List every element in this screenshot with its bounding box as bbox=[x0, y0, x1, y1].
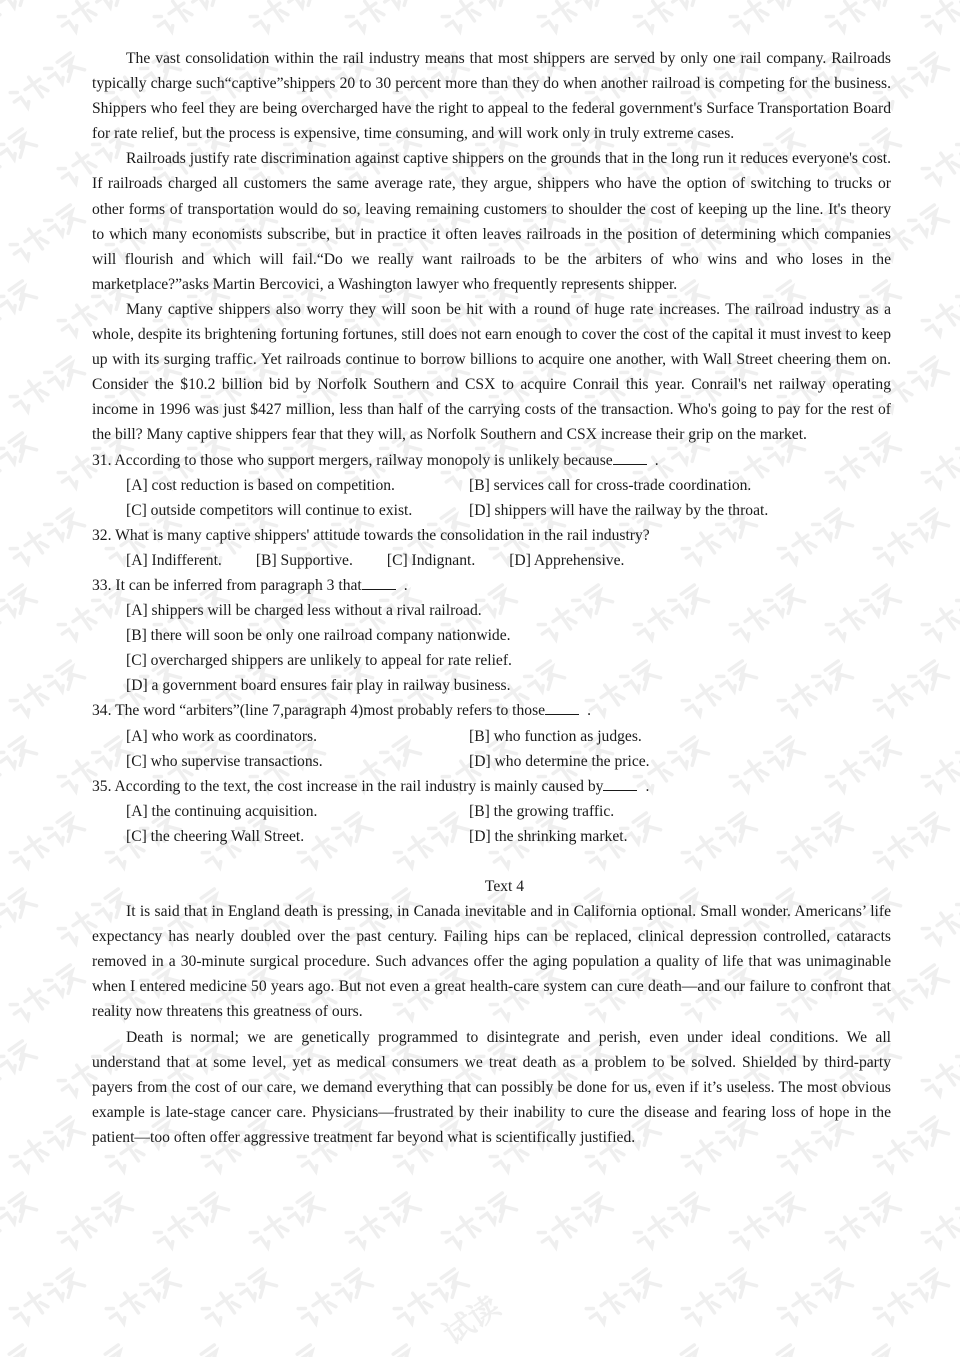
text4-paragraph-2: Death is normal; we are genetically programmed to disintegrate and perish, even under ideal conditions. We all understand that at some level, yet as medical consumers we treat death as a problem to be solved. Shielded by third-party payers from the cost of our care, we demand everything that can possibly be done for us, even if it’s useless. The most obvious example is late-stage cancer care. Physicians—frustrated by their inability to cure the disease and fearing loss of hope in the patient—too often offer aggressive treatment far beyond what is scientifically justified. bbox=[92, 1028, 891, 1146]
watermark-mark bbox=[343, 0, 420, 37]
watermark-mark bbox=[7, 809, 84, 874]
watermark-mark bbox=[631, 0, 708, 37]
watermark-mark bbox=[7, 505, 84, 570]
watermark-mark bbox=[823, 0, 900, 37]
watermark-mark bbox=[0, 733, 37, 798]
option-a: [A] cost reduction is based on competition. bbox=[126, 476, 395, 494]
watermark-mark bbox=[55, 1189, 132, 1254]
option-b: [B] Supportive. bbox=[255, 551, 353, 569]
watermark-mark bbox=[151, 1189, 228, 1254]
text3-passage bbox=[92, 46, 891, 448]
option-d: [D] shippers will have the railway by the throat. bbox=[469, 501, 769, 519]
option-d: [D] Apprehensive. bbox=[509, 551, 625, 569]
watermark-mark bbox=[0, 0, 37, 37]
option-a: [A] Indifferent. bbox=[126, 551, 222, 569]
option-b: [B] services call for cross-trade coordination. bbox=[469, 476, 752, 494]
options-list bbox=[92, 473, 891, 523]
questions-section bbox=[92, 448, 891, 850]
watermark-mark bbox=[919, 277, 960, 342]
option-d: [D] a government board ensures fair play in railway business. bbox=[126, 677, 511, 695]
watermark-mark bbox=[727, 1189, 804, 1254]
question-stem: 32. What is many captive shippers' attitude towards the consolidation in the rail industry? bbox=[92, 526, 650, 544]
watermark-mark bbox=[439, 0, 516, 37]
watermark-mark bbox=[919, 0, 960, 37]
question-33 bbox=[92, 573, 891, 698]
options-list bbox=[92, 799, 891, 849]
option-c: [C] Indignant. bbox=[386, 551, 476, 569]
question-stem: 34. The word “arbiters”(line 7,paragraph 4)most probably refers to those bbox=[92, 702, 546, 720]
watermark-mark bbox=[247, 1189, 324, 1254]
watermark-mark bbox=[535, 0, 612, 37]
question-35 bbox=[92, 774, 891, 849]
text4-paragraph-1: It is said that in England death is pressing, in Canada inevitable and in California optional. Small wonder. Americans’ life expectancy has nearly doubled over the past century. Failing hips can be replaced, clinical depression controlled, cataracts removed in a 30-minute surgical procedure. Such advances offer the aging population a quality of life that was unimaginable when I entered medicine 50 years ago. But not even a great health-care system can cure death—and our failure to confront that reality now threatens this greatness of ours. bbox=[92, 903, 891, 1021]
watermark-mark bbox=[919, 125, 960, 190]
watermark-mark bbox=[7, 1113, 84, 1178]
options-list bbox=[92, 598, 891, 698]
watermark-mark bbox=[871, 1265, 948, 1330]
watermark-mark bbox=[919, 581, 960, 646]
option-b: [B] the growing traffic. bbox=[469, 802, 615, 820]
question-stem: 35. According to the text, the cost increase in the rail industry is mainly caused by bbox=[92, 777, 604, 795]
option-b: [B] there will soon be only one railroad company nationwide. bbox=[126, 627, 511, 645]
options-list bbox=[92, 724, 891, 774]
watermark-mark bbox=[0, 1037, 37, 1102]
watermark-mark bbox=[0, 125, 37, 190]
watermark-mark bbox=[0, 429, 37, 494]
watermark-mark bbox=[55, 1341, 132, 1357]
watermark-mark bbox=[919, 733, 960, 798]
watermark-mark bbox=[919, 1189, 960, 1254]
option-d: [D] the shrinking market. bbox=[469, 827, 628, 845]
answer-blank bbox=[613, 451, 647, 465]
watermark-mark bbox=[247, 1341, 324, 1357]
watermark-mark bbox=[823, 1189, 900, 1254]
option-b: [B] who function as judges. bbox=[469, 727, 642, 745]
watermark-mark bbox=[583, 1265, 660, 1330]
watermark-mark bbox=[0, 885, 37, 950]
watermark-mark bbox=[199, 1265, 276, 1330]
question-stem: 31. According to those who support mergers, railway monopoly is unlikely because bbox=[92, 451, 613, 469]
watermark-mark bbox=[775, 1265, 852, 1330]
watermark-mark bbox=[343, 1341, 420, 1357]
watermark-mark bbox=[7, 961, 84, 1026]
blank-end: . bbox=[645, 777, 650, 795]
option-a: [A] the continuing acquisition. bbox=[126, 802, 318, 820]
watermark-mark bbox=[151, 0, 228, 37]
watermark-mark bbox=[0, 1189, 37, 1254]
option-c: [C] the cheering Wall Street. bbox=[126, 827, 305, 845]
blank-end: . bbox=[587, 702, 591, 720]
watermark-mark bbox=[343, 1189, 420, 1254]
section-title: Text 4 bbox=[484, 878, 525, 895]
watermark-mark bbox=[103, 1265, 180, 1330]
watermark-mark bbox=[823, 1341, 900, 1357]
question-31 bbox=[92, 448, 891, 523]
answer-blank bbox=[545, 701, 579, 715]
watermark-mark bbox=[919, 1341, 960, 1357]
watermark-mark bbox=[7, 201, 84, 266]
document-page bbox=[92, 46, 891, 1150]
text3-paragraph-3: Many captive shippers also worry they will soon be hit with a round of huge rate increases. The railroad industry as a whole, despite its brightening fortuning fortunes, still does not earn enough to cover the cost of the capital it must invest to keep up with its surging traffic. Yet railroads continue to borrow billions to acquire one another, with Wall Street cheering them on. Consider the $10.2 billion bid by Norfolk Southern and CSX to acquire Conrail this year. Conrail's net railway operating income in 1996 was just $427 million, less than half of the carrying costs of the transaction. Who's going to pay for the rest of the bill? Many captive shippers fear that they will, as Norfolk Southern and CSX increase their grip on the market. bbox=[92, 300, 891, 444]
option-a: [A] shippers will be charged less without a rival railroad. bbox=[126, 602, 482, 620]
watermark-mark bbox=[919, 885, 960, 950]
watermark-mark bbox=[295, 1265, 372, 1330]
watermark-mark bbox=[247, 0, 324, 37]
watermark-mark bbox=[0, 1341, 37, 1357]
text3-paragraph-2: Railroads justify rate discrimination against captive shippers on the grounds that in the long run it reduces everyone's cost. If railroads charged all customers the same average rate, they argue, shippers who have the option of switching to trucks or other forms of transportation would do so, leaving remaining customers to shoulder the cost of keeping up the line. It's theory to which many economists subscribe, but in practice it often leaves railroads in the position of determining which companies will flourish and which will fail.“Do we really want railroads to be the arbiters of who wins and who loses in the marketplace?”asks Martin Bercovici, a Washington lawyer who frequently represents shipper. bbox=[92, 150, 891, 293]
watermark-mark bbox=[631, 1341, 708, 1357]
watermark-mark bbox=[919, 1037, 960, 1102]
blank-end: . bbox=[403, 576, 408, 594]
watermark-mark bbox=[679, 1265, 756, 1330]
text3-paragraph-1: The vast consolidation within the rail industry means that most shippers are served by only one rail company. Railroads typically charge such“captive”shippers 20 to 30 percent more than they do when another railroad is competing for the business. Shippers who feel they are being overcharged have the right to appeal to the federal government's Surface Transportation Board for rate relief, but the process is expensive, time consuming, and will work only in truly extreme cases. bbox=[92, 50, 891, 143]
option-c: [C] overcharged shippers are unlikely to appeal for rate relief. bbox=[126, 652, 512, 670]
text4-passage bbox=[92, 874, 891, 1150]
option-c: [C] outside competitors will continue to exist. bbox=[126, 501, 413, 519]
watermark-label: 试读 bbox=[437, 1289, 507, 1353]
answer-blank bbox=[362, 576, 396, 590]
watermark-mark bbox=[0, 277, 37, 342]
watermark-mark bbox=[631, 1189, 708, 1254]
question-32 bbox=[92, 523, 891, 573]
watermark-mark bbox=[0, 581, 37, 646]
watermark-mark bbox=[919, 429, 960, 494]
watermark-mark bbox=[727, 0, 804, 37]
answer-blank bbox=[603, 777, 637, 791]
watermark-mark bbox=[7, 353, 84, 418]
option-d: [D] who determine the price. bbox=[469, 752, 650, 770]
watermark-mark bbox=[7, 1265, 84, 1330]
watermark-mark bbox=[55, 0, 132, 37]
watermark-mark bbox=[151, 1341, 228, 1357]
blank-end: . bbox=[654, 451, 659, 469]
watermark-mark bbox=[7, 49, 84, 114]
watermark-mark bbox=[727, 1341, 804, 1357]
option-a: [A] who work as coordinators. bbox=[126, 727, 317, 745]
watermark-mark bbox=[7, 657, 84, 722]
watermark-mark bbox=[535, 1189, 612, 1254]
watermark-mark bbox=[439, 1189, 516, 1254]
question-34 bbox=[92, 698, 891, 773]
option-c: [C] who supervise transactions. bbox=[126, 752, 323, 770]
question-stem: 33. It can be inferred from paragraph 3 that bbox=[92, 576, 362, 594]
options-list bbox=[92, 548, 891, 573]
